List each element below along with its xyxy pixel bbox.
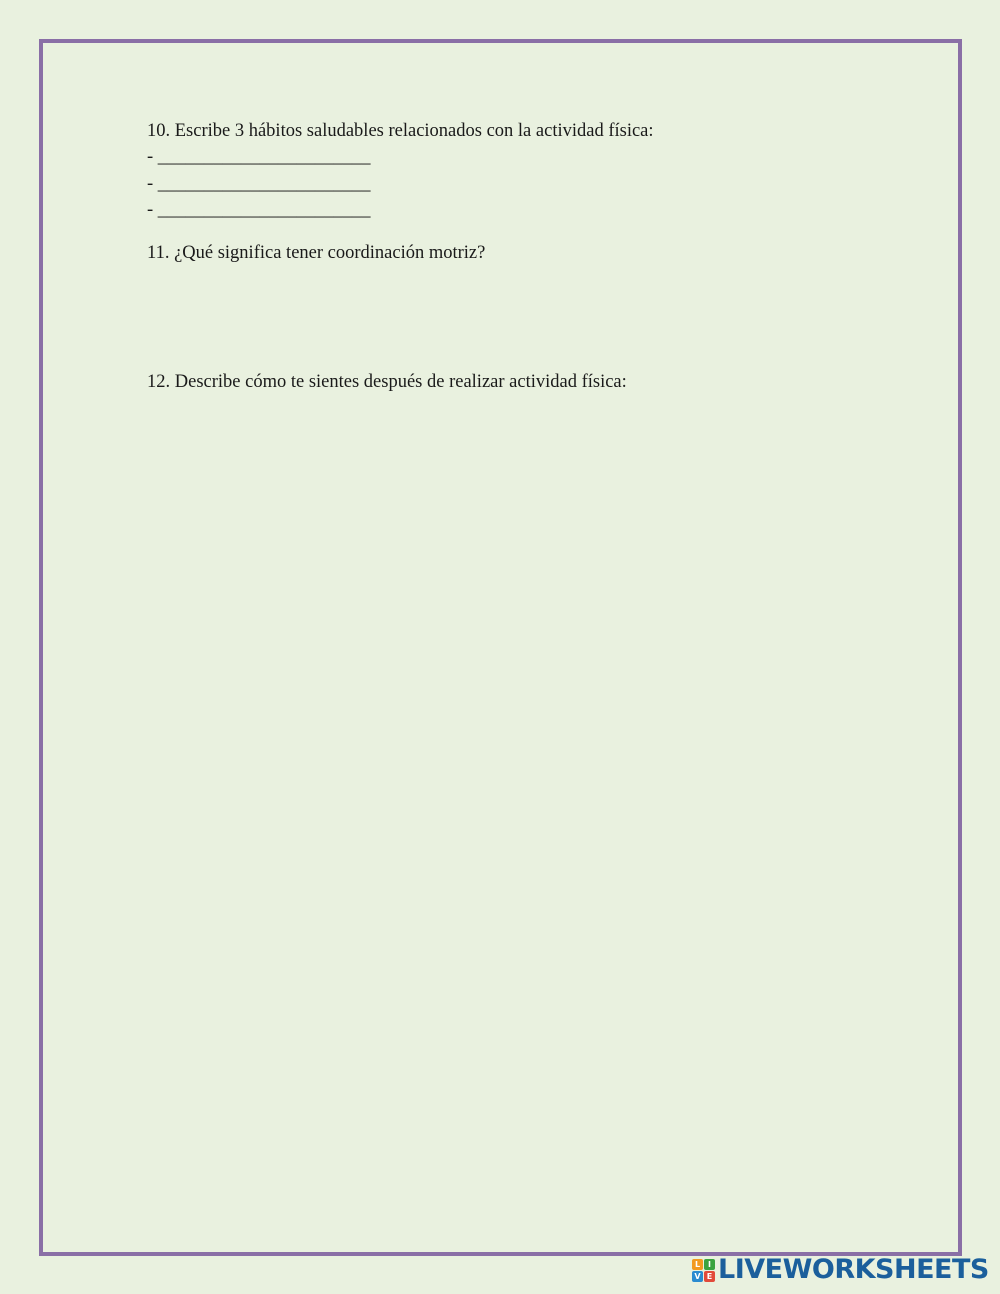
logo-squares-icon (692, 1259, 715, 1282)
question-10: 10. Escribe 3 hábitos saludables relacionados con la actividad física: (147, 121, 654, 141)
answer-lines-10 (147, 144, 371, 224)
answer-line-1[interactable]: - _______________________ (147, 147, 371, 167)
question-11: 11. ¿Qué significa tener coordinación motriz? (147, 243, 486, 263)
logo-letter-v: V (692, 1271, 703, 1282)
answer-line-2[interactable]: - _______________________ (147, 173, 371, 194)
answer-line-3[interactable]: - _______________________ (147, 200, 371, 220)
logo-text: LIVEWORKSHEETS (718, 1254, 989, 1285)
liveworksheets-logo (692, 1256, 989, 1284)
question-12: 12. Describe cómo te sientes después de realizar actividad física: (147, 372, 627, 392)
logo-letter-l: L (692, 1259, 703, 1270)
logo-letter-e: E (704, 1271, 715, 1282)
logo-letter-i: I (704, 1259, 715, 1270)
